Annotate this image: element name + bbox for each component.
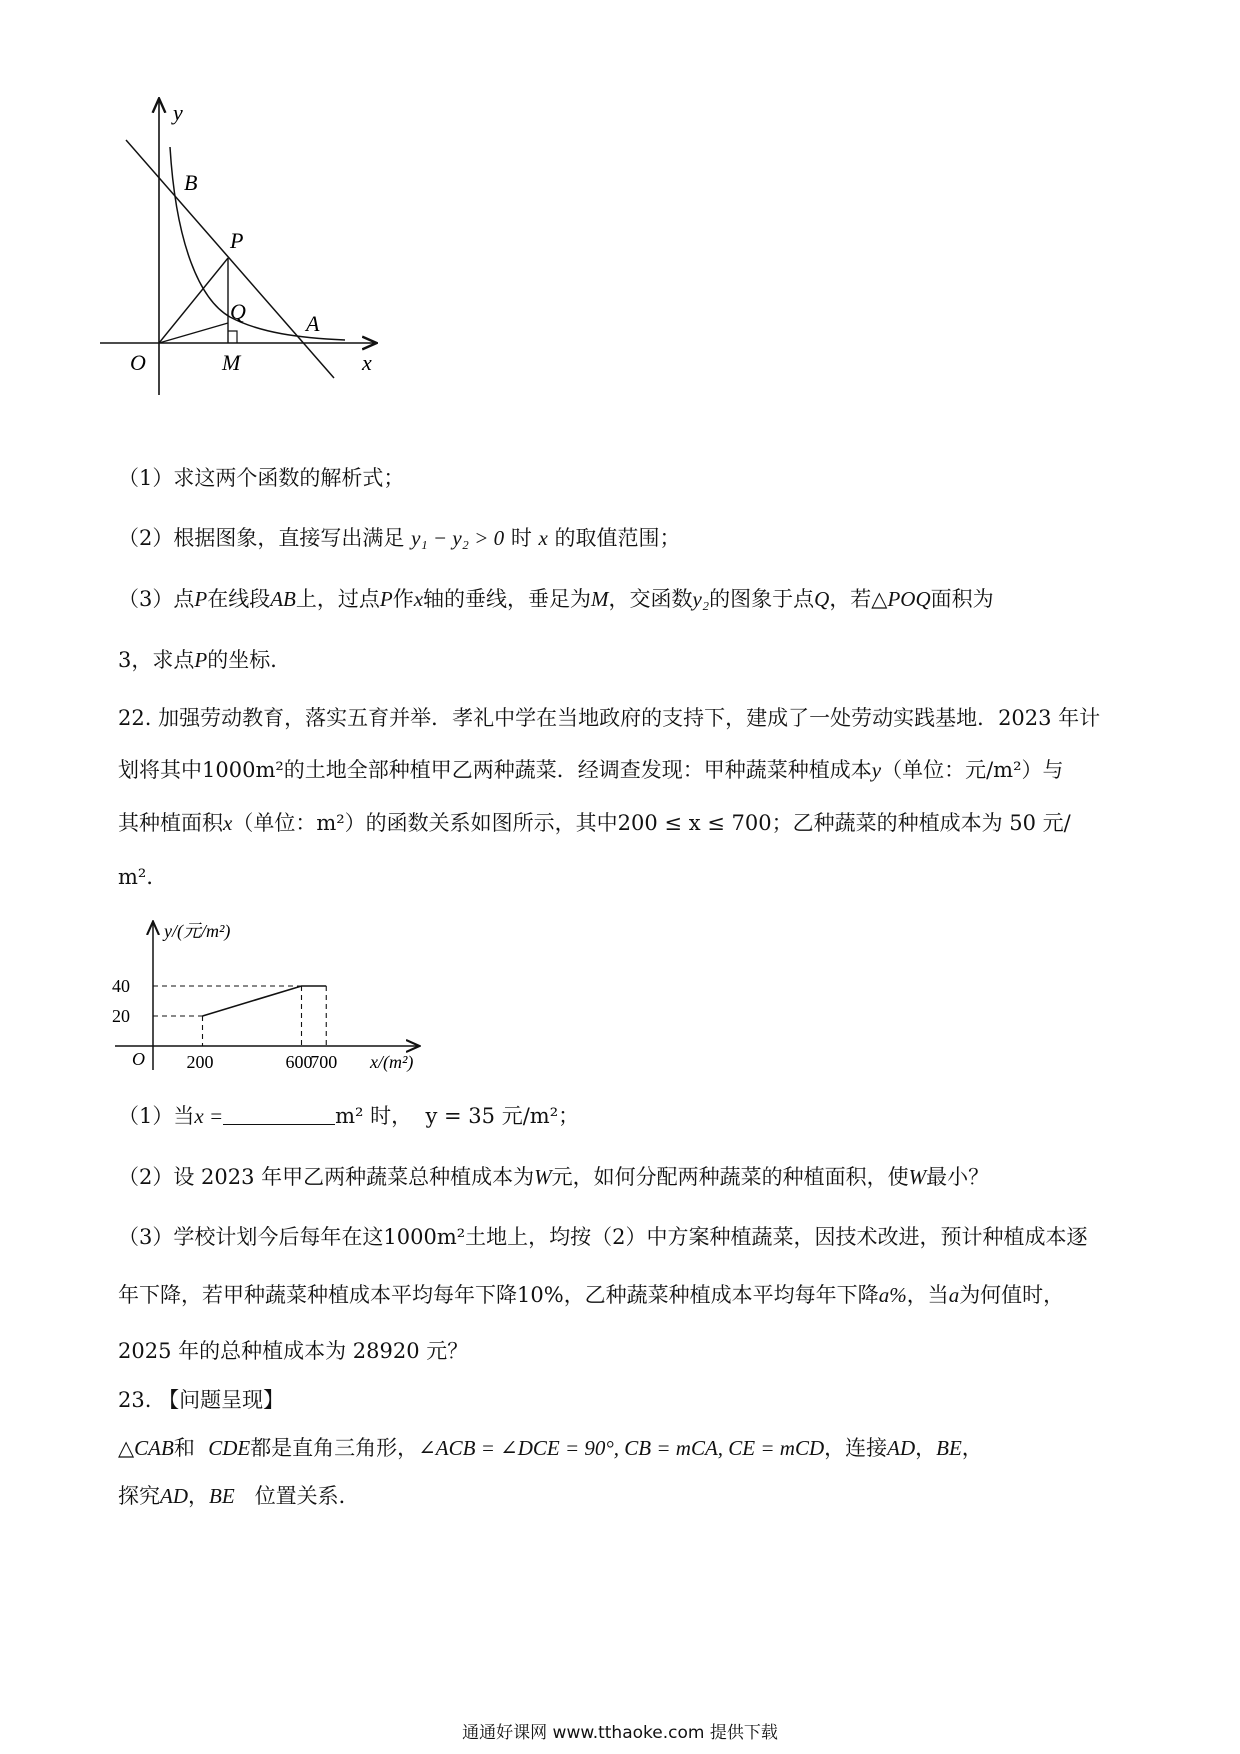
t: ，若△: [829, 587, 888, 611]
m: x: [223, 811, 233, 835]
t: 和: [173, 1436, 195, 1460]
q23-line1: [118, 1433, 983, 1463]
q22-part3-l2: [118, 1280, 1064, 1310]
m: 200 ≤ x ≤ 700: [617, 811, 772, 835]
m: 1000m²: [202, 758, 284, 782]
t: 年下降，若甲种蔬菜种植成本平均每年下降: [118, 1283, 517, 1307]
label-M: M: [222, 350, 241, 375]
t: 的图象于点: [709, 587, 815, 611]
t: ，乙种蔬菜种植成本平均每年下降: [563, 1283, 879, 1307]
m: P: [379, 587, 393, 611]
t: 的坐标．: [207, 648, 292, 672]
t: 其种植面积: [118, 811, 223, 835]
m: x =: [194, 1104, 224, 1128]
t: 作: [392, 587, 414, 611]
segment-OP: [159, 258, 228, 343]
cost-series-line: [203, 986, 327, 1016]
t: 的土地全部种植甲乙两种蔬菜．经调查发现：甲种蔬菜种植成本: [283, 758, 872, 782]
m: CAB: [134, 1436, 174, 1460]
label-O: O: [130, 350, 146, 375]
m: AD: [887, 1436, 916, 1460]
ytick-label-40: 40: [112, 976, 130, 996]
t: 最小？: [926, 1165, 990, 1189]
t: ，: [188, 1484, 209, 1508]
m: AB: [270, 587, 296, 611]
t: ，连接: [824, 1436, 888, 1460]
q22-line4: m²．: [118, 865, 168, 889]
m: Q: [814, 587, 830, 611]
t: 划将其中: [118, 758, 202, 782]
m: 10%: [517, 1283, 564, 1307]
xtick-label-700: 700: [310, 1052, 338, 1072]
m: M: [591, 587, 609, 611]
label-y: y: [173, 100, 183, 125]
ytick-label-20: 20: [112, 1006, 130, 1026]
label-Q: Q: [230, 299, 246, 324]
q21-p2-text: （2）根据图象，直接写出满足: [118, 526, 405, 550]
m: W: [908, 1165, 927, 1189]
chart-xlabel: x/(m²): [370, 1052, 414, 1072]
m: BE: [936, 1436, 962, 1460]
chart-ylabel: y/(元/m²): [164, 921, 231, 941]
footer-source: 通通好课网 www.tthaoke.com 提供下载: [462, 1723, 778, 1743]
q21-p2-text2: 时: [510, 526, 532, 550]
q22-line1: 22. 加强劳动教育，落实五育并举．孝礼中学在当地政府的支持下，建成了一处劳动实践基地．2023 年计: [118, 706, 1101, 730]
label-x: x: [362, 350, 372, 375]
answer-blank[interactable]: [223, 1104, 335, 1125]
t: ，当: [906, 1283, 949, 1307]
t: 为何值时，: [959, 1283, 1065, 1307]
t: ，: [915, 1436, 937, 1460]
t: （单位：m²）的函数关系如图所示，其中: [232, 811, 618, 835]
t: （3）学校计划今后每年在这: [118, 1225, 384, 1249]
m: y = 35 元/m²；: [425, 1104, 580, 1128]
q22-line2: [118, 755, 1064, 785]
q21-part3: [118, 584, 994, 614]
m: a%: [878, 1283, 907, 1307]
t: 面积为: [930, 587, 994, 611]
t: 轴的垂线，垂足为: [423, 587, 592, 611]
label-A: A: [306, 311, 320, 336]
figure-coordinate-graph: [100, 95, 400, 425]
q23-line2: [118, 1481, 360, 1511]
t: △: [118, 1436, 135, 1460]
t: 在线段: [207, 587, 271, 611]
t: 探究: [118, 1484, 160, 1508]
q21-p2-text3: 的取值范围；: [554, 526, 681, 550]
q21-p2-x: x: [538, 526, 548, 550]
xtick-label-600: 600: [285, 1052, 313, 1072]
m: 1000m²: [383, 1225, 466, 1249]
q21-p2-expr: y₁ − y₂ > 0: [411, 526, 505, 550]
m: a: [948, 1283, 960, 1307]
t: 元，如何分配两种蔬菜的种植面积，使: [551, 1165, 909, 1189]
t: m² 时，: [335, 1104, 413, 1128]
segment-OQ: [159, 323, 228, 343]
label-P: P: [230, 228, 244, 253]
q21-part1: （1）求这两个函数的解析式；: [118, 466, 405, 490]
label-B: B: [184, 170, 198, 195]
t: （1）当: [118, 1104, 195, 1128]
m: BE: [209, 1484, 235, 1508]
t: （2）设 2023 年甲乙两种蔬菜总种植成本为: [118, 1165, 535, 1189]
q22-line3: [118, 808, 1071, 838]
m: P: [194, 648, 208, 672]
q22-part3-l1: [118, 1222, 1088, 1252]
chart-origin: O: [132, 1049, 145, 1069]
m: y: [871, 758, 882, 782]
q23-heading: 23. 【问题呈现】: [118, 1388, 285, 1412]
m: x: [413, 587, 424, 611]
q22-part1: [118, 1101, 579, 1131]
t: （3）点: [118, 587, 195, 611]
t: ，交函数: [608, 587, 693, 611]
t: 位置关系．: [254, 1484, 360, 1508]
q21-part3-line2: [118, 645, 291, 675]
right-angle-mark: [228, 331, 237, 343]
m: y₂: [692, 587, 710, 611]
cost-chart: [110, 915, 440, 1075]
q22-part2: [118, 1162, 989, 1192]
t: 上，过点: [295, 587, 380, 611]
m: CDE: [208, 1436, 251, 1460]
xtick-label-200: 200: [186, 1052, 214, 1072]
m: P: [194, 587, 208, 611]
m: ∠ACB = ∠DCE = 90°, CB = mCA, CE = mCD: [418, 1436, 825, 1460]
t: ；乙种蔬菜的种植成本为 50 元/: [771, 811, 1071, 835]
t: ，: [961, 1436, 983, 1460]
t: 土地上，均按（2）中方案种植蔬菜，因技术改进，预计种植成本逐: [465, 1225, 1088, 1249]
q22-part3-l3: 2025 年的总种植成本为 28920 元？: [118, 1339, 469, 1363]
m: POQ: [887, 587, 931, 611]
t: （单位：元/m²）与: [881, 758, 1064, 782]
t: 3，求点: [118, 648, 195, 672]
m: AD: [160, 1484, 188, 1508]
t: 都是直角三角形，: [250, 1436, 419, 1460]
q21-part2: [118, 523, 681, 553]
m: W: [534, 1165, 552, 1189]
